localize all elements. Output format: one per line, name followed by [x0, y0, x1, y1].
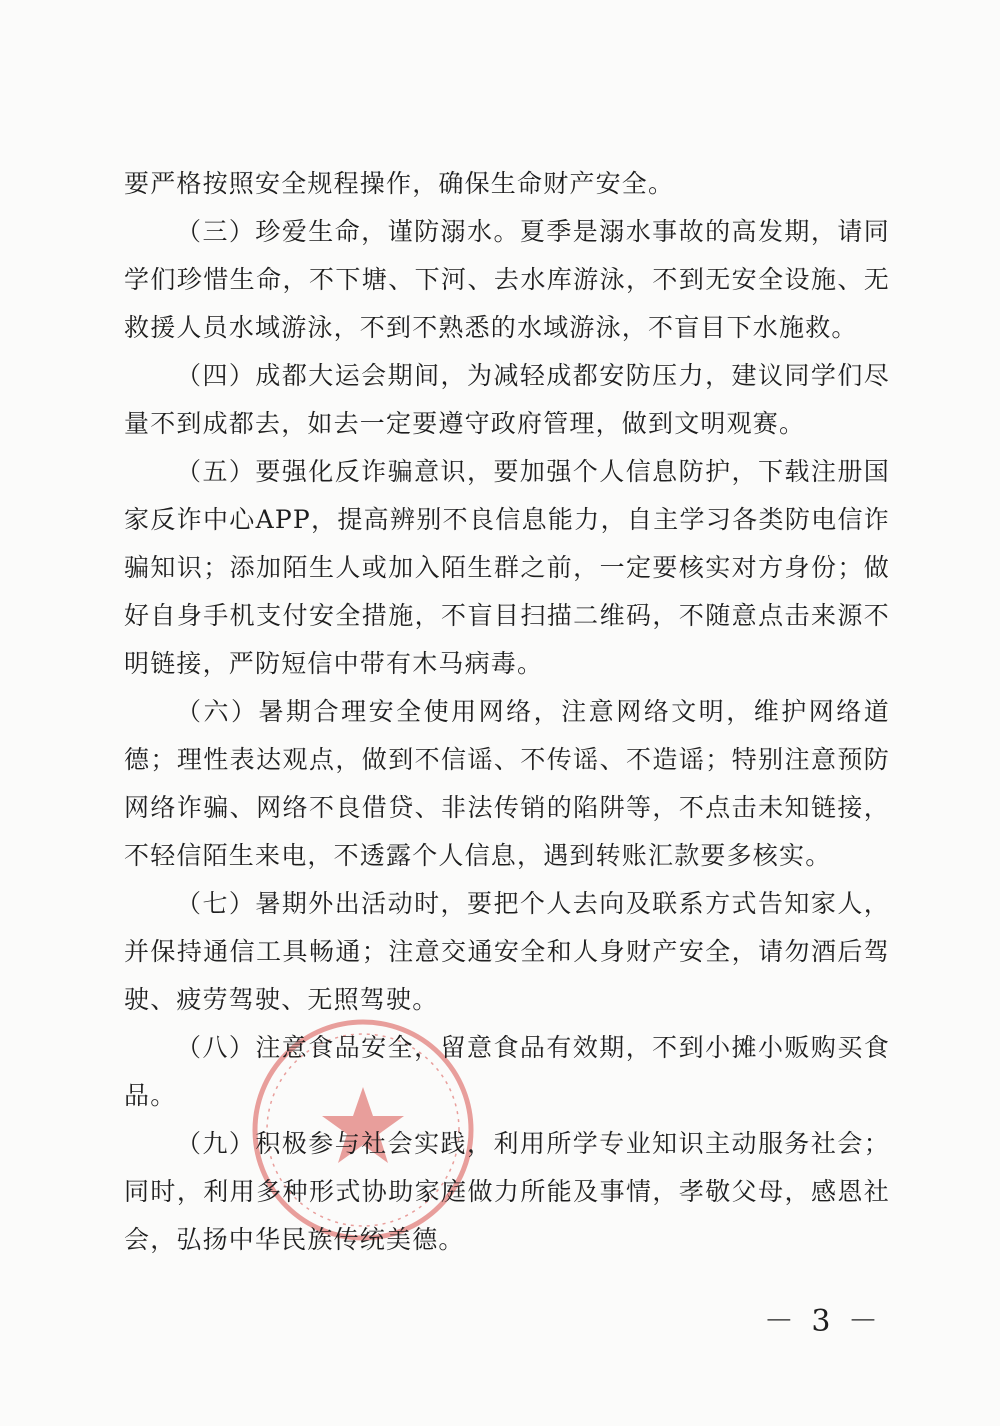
paragraph-1: 要严格按照安全规程操作，确保生命财产安全。	[124, 169, 675, 198]
paragraph-7: （八）注意食品安全，留意食品有效期，不到小摊小贩购买食品。	[124, 1033, 890, 1110]
paragraph-5: （六）暑期合理安全使用网络，注意网络文明，维护网络道德；理性表达观点，做到不信谣、不传谣、不造谣；特别注意预防网络诈骗、网络不良借贷、非法传销的陷阱等，不点击未知链接，不轻信陌生来电，不透露个人信息，遇到转账汇款要多核实。	[124, 697, 890, 870]
paragraph-6: （七）暑期外出活动时，要把个人去向及联系方式告知家人，并保持通信工具畅通；注意交通安全和人身财产安全，请勿酒后驾驶、疲劳驾驶、无照驾驶。	[124, 889, 890, 1014]
paragraph-3: （四）成都大运会期间，为减轻成都安防压力，建议同学们尽量不到成都去，如去一定要遵守政府管理，做到文明观赛。	[124, 361, 890, 438]
paragraph-8: （九）积极参与社会实践，利用所学专业知识主动服务社会；同时，利用多种形式协助家庭做力所能及事情，孝敬父母，感恩社会，弘扬中华民族传统美德。	[124, 1129, 890, 1254]
paragraph-4: （五）要强化反诈骗意识，要加强个人信息防护，下载注册国家反诈中心APP，提高辨别不良信息能力，自主学习各类防电信诈骗知识；添加陌生人或加入陌生群之前，一定要核实对方身份；做好自身手机支付安全措施，不盲目扫描二维码，不随意点击来源不明链接，严防短信中带有木马病毒。	[124, 457, 890, 678]
page-number: － 3 －	[763, 1304, 882, 1339]
document-body	[124, 160, 890, 1264]
paragraph-2: （三）珍爱生命，谨防溺水。夏季是溺水事故的高发期，请同学们珍惜生命，不下塘、下河、去水库游泳，不到无安全设施、无救援人员水域游泳，不到不熟悉的水域游泳，不盲目下水施救。	[124, 217, 890, 342]
